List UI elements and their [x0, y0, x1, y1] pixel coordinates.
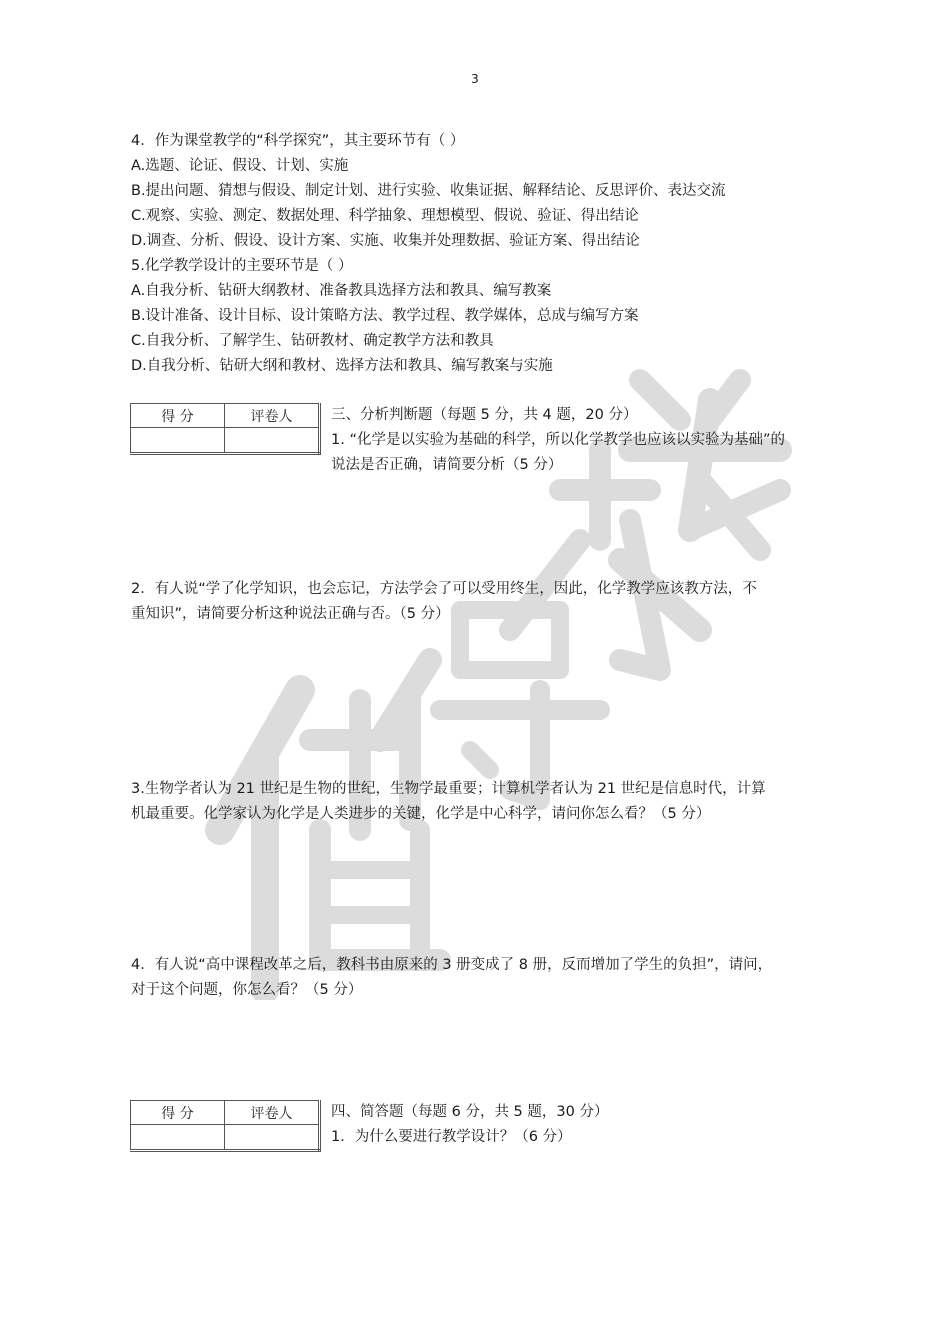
mc-q5-option-b: B.设计准备、设计目标、设计策略方法、教学过程、教学媒体，总成与编写方案 — [131, 308, 639, 324]
mc-q5-stem: 5.化学教学设计的主要环节是（ ） — [131, 258, 353, 274]
mc-q4-option-c: C.观察、实验、测定、数据处理、科学抽象、理想模型、假说、验证、得出结论 — [131, 208, 639, 224]
mc-q4-option-d: D.调查、分析、假设、设计方案、实施、收集并处理数据、验证方案、得出结论 — [131, 233, 640, 249]
grader-cell — [225, 428, 320, 454]
score-header: 得 分 — [131, 1101, 225, 1125]
mc-q4-option-a: A.选题、论证、假设、计划、实施 — [131, 158, 349, 174]
score-table-section4 — [130, 1100, 321, 1152]
section3-q3-line1: 3.生物学者认为 21 世纪是生物的世纪，生物学最重要；计算机学者认为 21 世纪是信息时代，计算 — [131, 781, 766, 797]
section4-title: 四、简答题（每题 6 分，共 5 题，30 分） — [331, 1104, 609, 1120]
section3-q1-line1: 1. “化学是以实验为基础的科学，所以化学教学也应该以实验为基础”的 — [331, 432, 785, 448]
section4-q1: 1．为什么要进行教学设计？（6 分） — [331, 1129, 572, 1145]
mc-q5-option-a: A.自我分析、钻研大纲教材、准备教具选择方法和教具、编写教案 — [131, 283, 552, 299]
section3-q4-line2: 对于这个问题，你怎么看？（5 分） — [131, 982, 363, 998]
mc-q5-option-d: D.自我分析、钻研大纲和教材、选择方法和教具、编写教案与实施 — [131, 358, 553, 374]
section3-q2-line1: 2．有人说“学了化学知识，也会忘记，方法学会了可以受用终生，因此，化学教学应该教方法，不 — [131, 581, 757, 597]
score-cell — [131, 428, 225, 454]
grader-header: 评卷人 — [225, 1101, 320, 1125]
mc-q4-option-b: B.提出问题、猜想与假设、制定计划、进行实验、收集证据、解释结论、反思评价、表达交流 — [131, 183, 726, 199]
mc-q5-option-c: C.自我分析、了解学生、钻研教材、确定教学方法和教具 — [131, 333, 494, 349]
section3-q3-line2: 机最重要。化学家认为化学是人类进步的关键，化学是中心科学，请问你怎么看？（5 分） — [131, 806, 711, 822]
section3-q1-line2: 说法是否正确，请简要分析（5 分） — [331, 457, 563, 473]
grader-header: 评卷人 — [225, 404, 320, 428]
mc-q4-stem: 4．作为课堂教学的“科学探究”，其主要环节有（ ） — [131, 133, 465, 149]
score-table-section3 — [130, 403, 321, 455]
score-header: 得 分 — [131, 404, 225, 428]
score-cell — [131, 1125, 225, 1151]
page-number: 3 — [471, 72, 479, 86]
section3-q2-line2: 重知识”，请简要分析这种说法正确与否。（5 分） — [131, 606, 450, 622]
section3-q4-line1: 4．有人说“高中课程改革之后，教科书由原来的 3 册变成了 8 册，反而增加了学生的负担”，请问， — [131, 957, 773, 973]
section3-title: 三、分析判断题（每题 5 分，共 4 题，20 分） — [331, 407, 638, 423]
grader-cell — [225, 1125, 320, 1151]
